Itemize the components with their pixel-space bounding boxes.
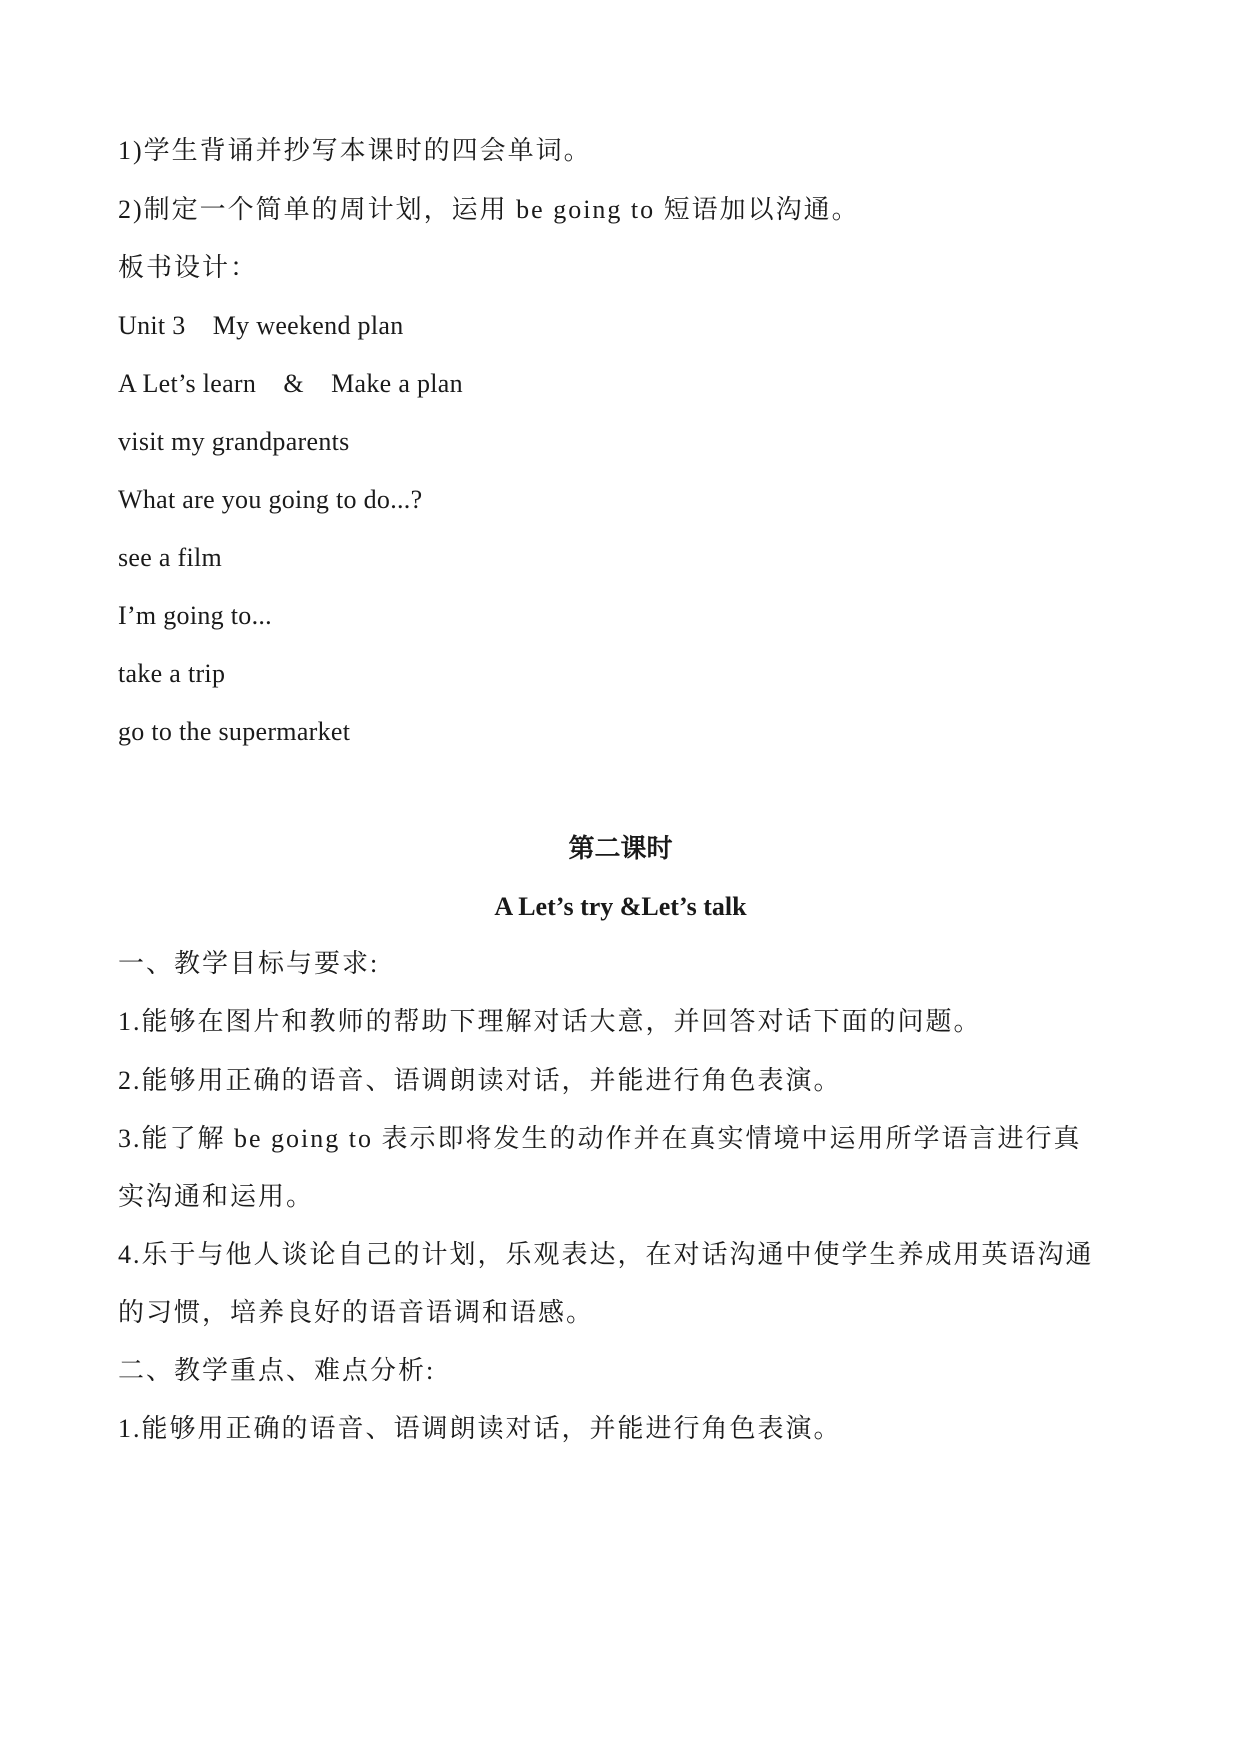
board-line: visit my grandparents <box>118 427 350 456</box>
objective-line: 4.乐于与他人谈论自己的计划，乐观表达，在对话沟通中使学生养成用英语沟通 <box>118 1240 1094 1269</box>
objective-line: 的习惯，培养良好的语音语调和语感。 <box>118 1298 595 1327</box>
lesson-title: 第二课时 <box>568 834 673 863</box>
board-line: What are you going to do...? <box>118 485 423 514</box>
board-line: go to the supermarket <box>118 717 351 746</box>
objective-line: 实沟通和运用。 <box>118 1182 315 1211</box>
board-line: take a trip <box>118 659 226 688</box>
board-line: see a film <box>118 543 223 572</box>
keypoint-line: 1.能够用正确的语音、语调朗读对话，并能进行角色表演。 <box>118 1414 842 1443</box>
objective-line: 1.能够在图片和教师的帮助下理解对话大意，并回答对话下面的问题。 <box>118 1007 982 1036</box>
board-section: A Let’s learn & Make a plan <box>118 369 463 398</box>
board-line: I’m going to... <box>118 601 272 630</box>
objective-line: 3.能了解 be going to 表示即将发生的动作并在真实情境中运用所学语言进行真 <box>118 1124 1082 1153</box>
board-unit-title: Unit 3 My weekend plan <box>118 311 404 340</box>
lesson-subtitle: A Let’s try &Let’s talk <box>494 892 747 921</box>
board-design-heading: 板书设计： <box>118 253 259 282</box>
homework-item-1: 1)学生背诵并抄写本课时的四会单词。 <box>118 136 592 165</box>
objective-line: 2.能够用正确的语音、语调朗读对话，并能进行角色表演。 <box>118 1066 842 1095</box>
homework-item-2: 2)制定一个简单的周计划，运用 be going to 短语加以沟通。 <box>118 195 860 224</box>
objectives-heading: 一、教学目标与要求: <box>118 949 380 978</box>
keypoints-heading: 二、教学重点、难点分析: <box>118 1356 436 1385</box>
